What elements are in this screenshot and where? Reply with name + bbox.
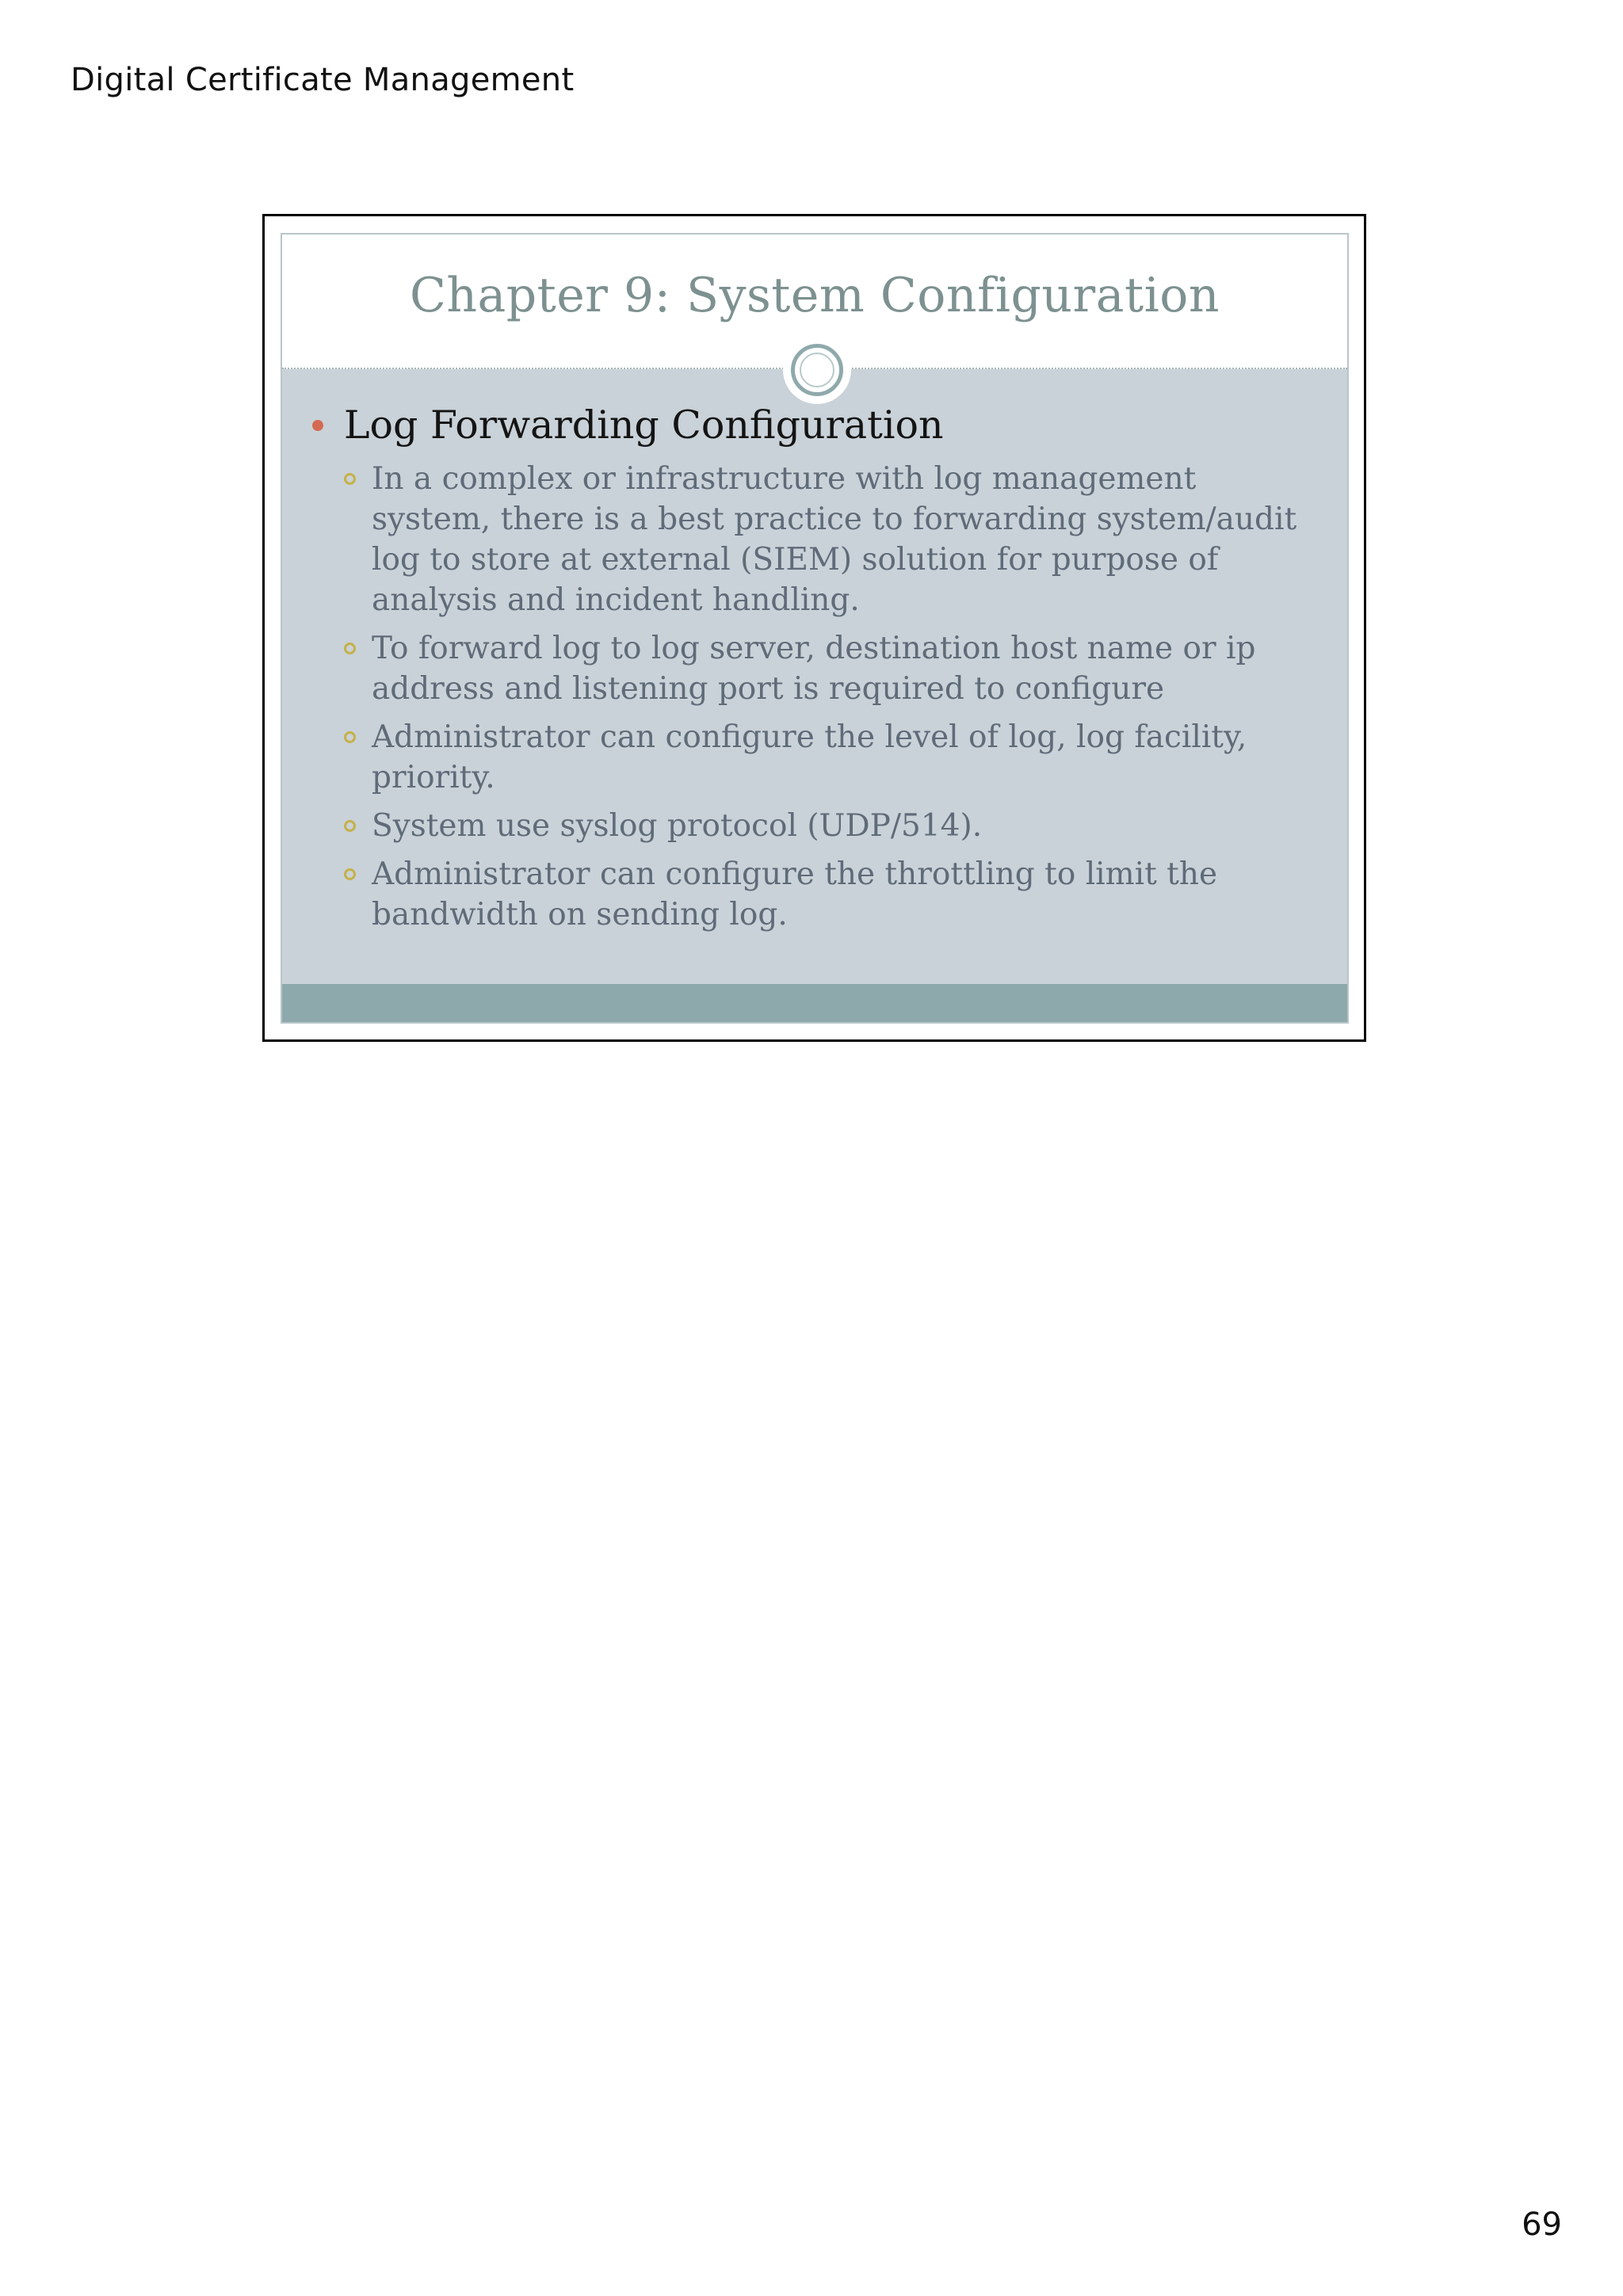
hollow-circle-icon [344,868,356,880]
sub-bullet-item [344,806,1319,846]
sub-bullet-item [344,459,1319,620]
ornament-ring-inner [800,353,834,387]
main-bullet [312,402,1319,448]
hollow-circle-icon [344,473,356,485]
sub-bullet-text: Administrator can configure the throttling to limit the bandwidth on sending log. [372,856,1218,933]
slide-footer-bar [282,984,1347,1022]
slide [281,233,1349,1024]
sub-bullet-item [344,717,1319,798]
sub-bullet-text: Administrator can configure the level of log, log facility, priority. [372,719,1247,795]
document-header-title: Digital Certificate Management [71,62,575,98]
slide-frame [262,214,1366,1042]
sub-bullet-text: System use syslog protocol (UDP/514). [372,808,983,844]
main-bullet-text: Log Forwarding Configuration [344,402,944,448]
sub-bullet-list [312,459,1319,935]
hollow-circle-icon [344,731,356,743]
circle-ornament-icon [783,336,851,404]
sub-bullet-item [344,854,1319,935]
ornament-ring [791,344,843,396]
sub-bullet-text: In a complex or infrastructure with log management system, there is a best practice to forwarding system/audit log to store at external (SIEM) solution for purpose of analysis and incident handling. [372,461,1297,618]
slide-body [312,402,1319,943]
page-number: 69 [1522,2206,1562,2243]
hollow-circle-icon [344,820,356,832]
hollow-circle-icon [344,643,356,654]
sub-bullet-item [344,628,1319,709]
slide-title: Chapter 9: System Configuration [409,268,1220,323]
sub-bullet-text: To forward log to log server, destination host name or ip address and listening port is required to configure [372,631,1256,707]
filled-dot-icon [312,420,323,431]
